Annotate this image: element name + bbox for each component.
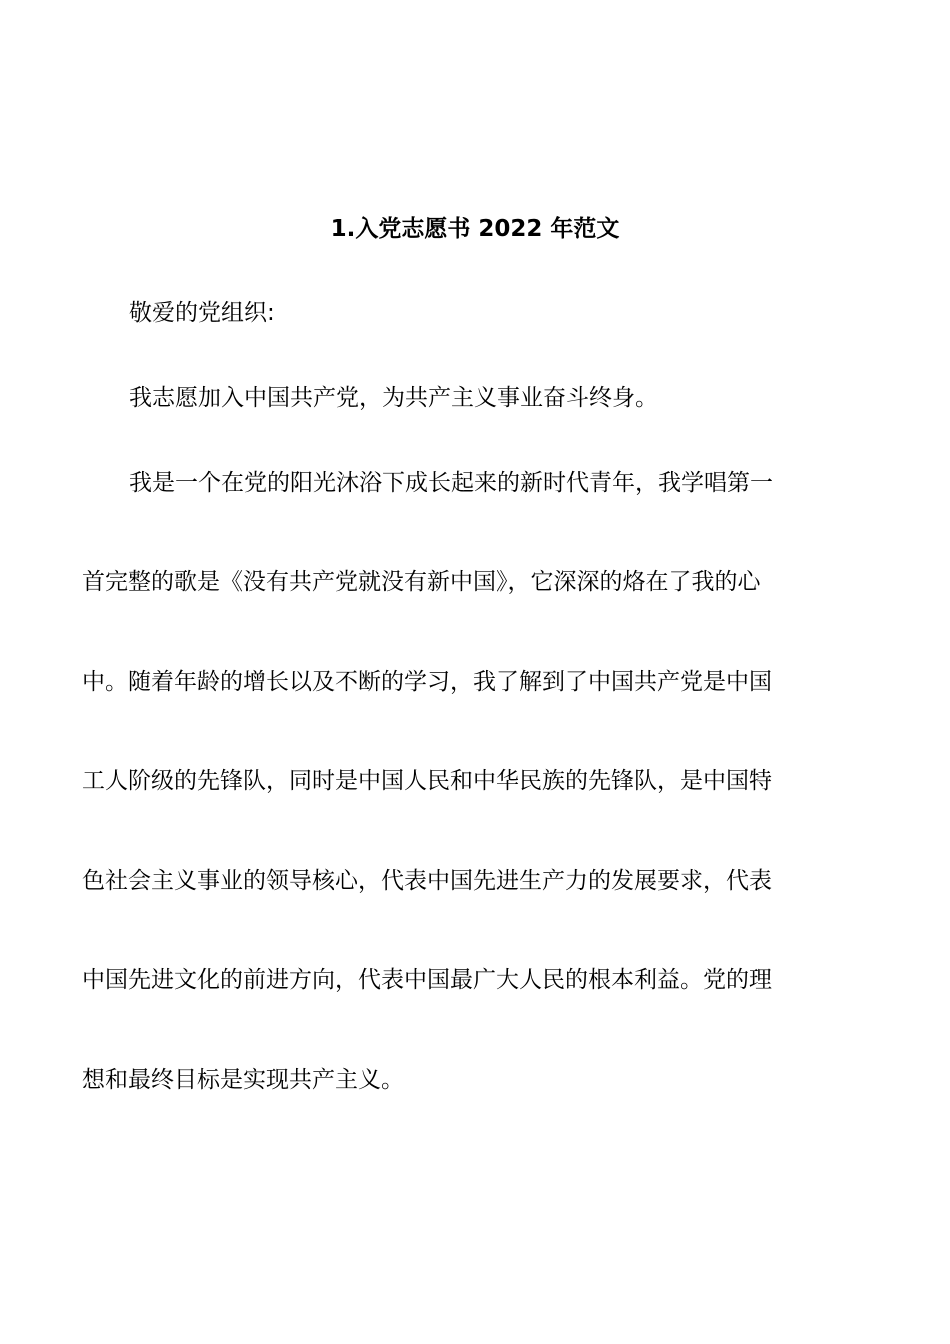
paragraph-2-line-7: 想和最终目标是实现共产主义。 <box>82 1067 404 1093</box>
paragraph-1: 我志愿加入中国共产党，为共产主义事业奋斗终身。 <box>129 385 658 411</box>
paragraph-2-line-5: 色社会主义事业的领导核心，代表中国先进生产力的发展要求，代表 <box>82 868 772 894</box>
document-title: 1.入党志愿书 2022 年范文 <box>330 216 620 242</box>
paragraph-2-line-1: 我是一个在党的阳光沐浴下成长起来的新时代青年，我学唱第一 <box>129 470 773 496</box>
paragraph-2-line-2: 首完整的歌是《没有共产党就没有新中国》，它深深的烙在了我的心 <box>82 569 761 595</box>
paragraph-2-line-6: 中国先进文化的前进方向，代表中国最广大人民的根本利益。党的理 <box>82 967 772 993</box>
paragraph-2-line-4: 工人阶级的先锋队，同时是中国人民和中华民族的先锋队，是中国特 <box>82 768 772 794</box>
paragraph-2-line-3: 中。随着年龄的增长以及不断的学习，我了解到了中国共产党是中国 <box>82 669 772 695</box>
salutation: 敬爱的党组织: <box>129 300 275 326</box>
